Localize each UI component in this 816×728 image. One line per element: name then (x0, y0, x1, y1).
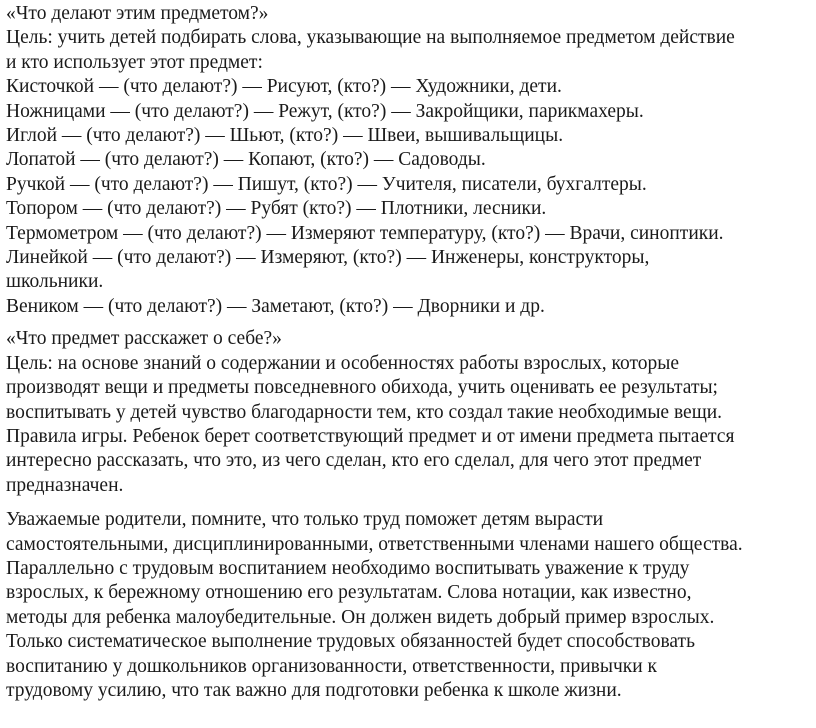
game1-section (6, 2, 814, 319)
game2-text-line: производят вещи и предметы повседневного обихода, учить оценивать ее результаты; (6, 377, 718, 399)
note-line: Только систематическое выполнение трудовых обязанностей будет способствовать (6, 631, 695, 653)
note-line: воспитанию у дошкольников организованности, ответственности, привычки к (6, 655, 658, 677)
paragraph-gap (6, 319, 814, 327)
document-body (6, 2, 814, 703)
game1-goal-line: Цель: учить детей подбирать слова, указывающие на выполняемое предметом действие (6, 27, 735, 49)
paragraph-gap (6, 498, 814, 508)
game1-goal-line: и кто использует этот предмет: (6, 51, 263, 73)
note-line: взрослых, к бережному отношению его результатам. Слова нотации, как известно, (6, 582, 692, 604)
parents-note-section (6, 508, 814, 703)
note-line: самостоятельными, дисциплинированными, ответственными членами нашего общества. (6, 533, 743, 555)
game1-item: школьники. (6, 271, 104, 293)
game1-item: Линейкой — (что делают?) — Измеряют, (кто?) — Инженеры, конструкторы, (6, 247, 650, 269)
game1-item: Веником — (что делают?) — Заметают, (кто?) — Дворники и др. (6, 295, 545, 317)
game2-text-line: Цель: на основе знаний о содержании и особенностях работы взрослых, которые (6, 352, 679, 374)
game1-item: Иглой — (что делают?) — Шьют, (кто?) — Швеи, вышивальщицы. (6, 125, 564, 147)
game1-title: «Что делают этим предметом?» (6, 3, 269, 24)
note-line: Уважаемые родители, помните, что только труд поможет детям вырасти (6, 509, 604, 531)
note-line: Параллельно с трудовым воспитанием необходимо воспитывать уважение к труду (6, 557, 690, 579)
note-line: методы для ребенка малоубедительные. Он должен видеть добрый пример взрослых. (6, 606, 715, 628)
game2-text-line: интересно рассказать, что это, из чего сделан, кто его сделал, для чего этот предмет (6, 450, 702, 472)
game1-item: Термометром — (что делают?) — Измеряют температуру, (кто?) — Врачи, синоптики. (6, 222, 724, 244)
game1-item: Кисточкой — (что делают?) — Рисуют, (кто?) — Художники, дети. (6, 76, 562, 98)
game2-section (6, 327, 814, 498)
game2-text-line: воспитывать у детей чувство благодарности тем, кто создал такие необходимые вещи. (6, 401, 723, 423)
game2-text-line: предназначен. (6, 474, 124, 496)
game1-item: Ножницами — (что делают?) — Режут, (кто?) — Закройщики, парикмахеры. (6, 100, 644, 122)
note-line: трудовому усилию, что так важно для подготовки ребенка к школе жизни. (6, 679, 622, 701)
game2-text-line: Правила игры. Ребенок берет соответствующий предмет и от имени предмета пытается (6, 425, 735, 447)
game1-item: Топором — (что делают?) — Рубят (кто?) — Плотники, лесники. (6, 198, 547, 220)
game1-item: Лопатой — (что делают?) — Копают, (кто?) — Садоводы. (6, 149, 486, 171)
game2-title: «Что предмет расскажет о себе?» (6, 328, 282, 350)
game1-item: Ручкой — (что делают?) — Пишут, (кто?) — Учителя, писатели, бухгалтеры. (6, 173, 647, 195)
